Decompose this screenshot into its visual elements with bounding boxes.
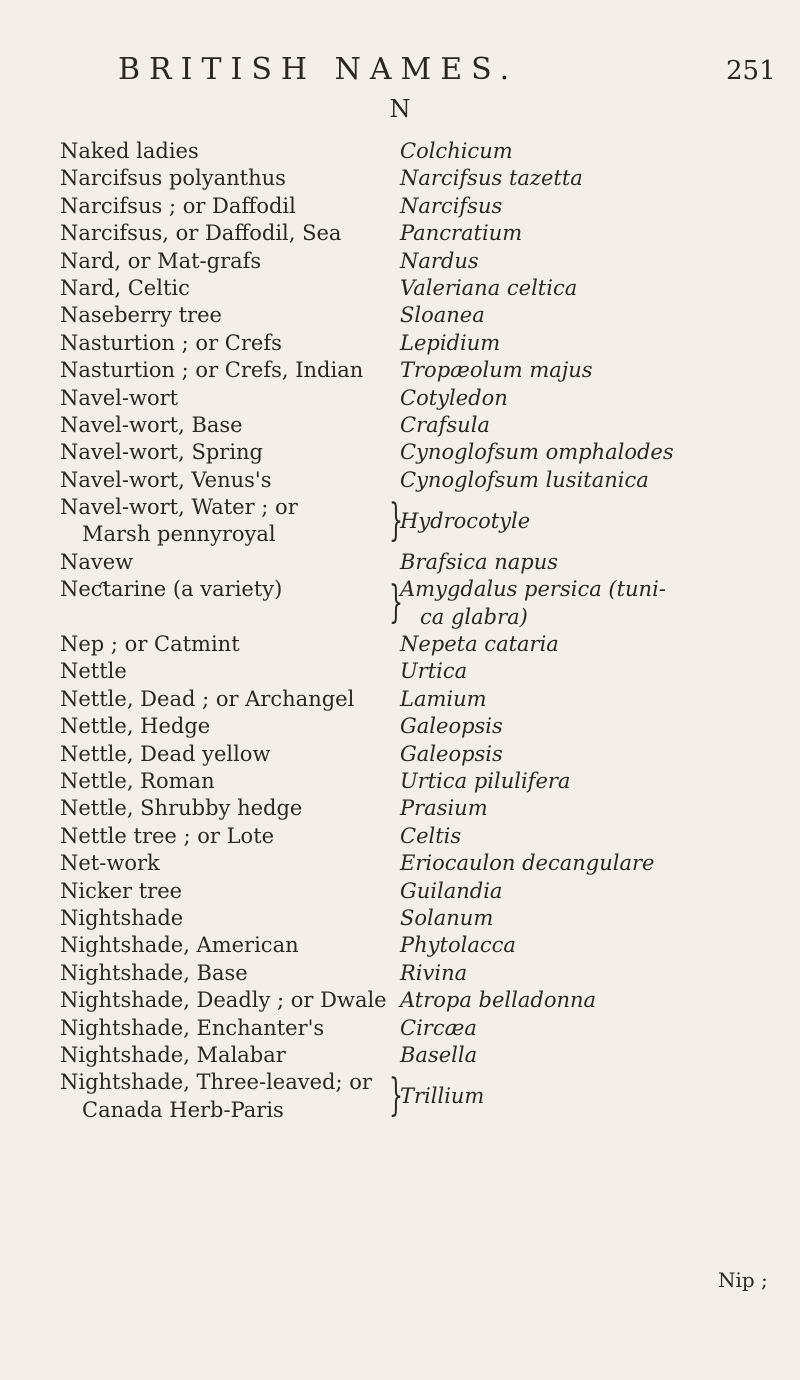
brace-glyph: } xyxy=(389,1070,403,1122)
entry-list xyxy=(60,138,780,1124)
english-name xyxy=(60,768,215,795)
page-number: 251 xyxy=(726,56,776,86)
english-name-line: Navel-wort, Water ; or xyxy=(60,495,298,520)
english-name xyxy=(60,302,222,329)
english-name-line: Nettle, Dead ; or Archangel xyxy=(60,686,355,711)
english-name-line: Navel-wort, Venus's xyxy=(60,467,272,492)
entry-row xyxy=(60,193,780,220)
english-name xyxy=(60,795,302,822)
latin-name-line: Celtis xyxy=(400,823,462,848)
english-name-line: Nettle xyxy=(60,659,127,684)
entry-row xyxy=(60,412,780,439)
latin-name xyxy=(400,631,559,658)
english-name-line: Nettle, Dead yellow xyxy=(60,741,271,766)
entry-row xyxy=(60,987,780,1014)
english-name-line: Nightshade xyxy=(60,905,184,930)
english-name xyxy=(60,741,270,768)
latin-name-line: Amygdalus persica (tuni- xyxy=(400,577,666,602)
english-name xyxy=(60,1069,372,1124)
english-name-line: Net-work xyxy=(60,851,160,876)
english-name xyxy=(60,960,248,987)
english-name-line: Nettle tree ; or Lote xyxy=(60,823,275,848)
english-name xyxy=(60,686,354,713)
latin-name-line: Colchicum xyxy=(400,139,513,163)
entry-row xyxy=(60,823,780,850)
entry-row xyxy=(60,768,780,795)
english-name-line: Nettle, Roman xyxy=(60,769,215,794)
english-name xyxy=(60,878,182,905)
latin-name xyxy=(400,686,487,713)
entry-row xyxy=(60,741,780,768)
latin-name-line: Narcifsus xyxy=(400,193,503,218)
english-name xyxy=(60,385,178,412)
brace-glyph: } xyxy=(389,577,403,629)
latin-name xyxy=(400,741,503,768)
latin-name-line: Lamium xyxy=(400,686,487,711)
english-name xyxy=(60,576,282,603)
latin-name-line: Trillium xyxy=(400,1084,485,1108)
english-name xyxy=(60,220,341,247)
latin-name xyxy=(400,905,493,932)
latin-name xyxy=(400,302,485,329)
english-name-line: Narcifsus ; or Daffodil xyxy=(60,193,296,218)
latin-name xyxy=(400,248,479,275)
entry-row xyxy=(60,165,780,192)
english-name xyxy=(60,138,199,165)
english-name-line: Nard, or Mat-grafs xyxy=(60,248,262,273)
brace-glyph: } xyxy=(389,495,403,547)
entry-row xyxy=(60,330,780,357)
latin-name xyxy=(400,576,666,631)
latin-name-line: Tropæolum majus xyxy=(400,358,593,383)
latin-name-line: Hydrocotyle xyxy=(400,508,531,533)
english-name xyxy=(60,412,243,439)
latin-name-line: Valeriana celtica xyxy=(400,275,578,300)
entry-row xyxy=(60,658,780,685)
latin-name-line: Urtica pilulifera xyxy=(400,769,571,794)
english-name-line: Navel-wort, Spring xyxy=(60,440,263,465)
english-name-line: Nightshade, Base xyxy=(60,960,248,985)
entry-row xyxy=(60,357,780,384)
english-name-line: Nasturtion ; or Crefs, Indian xyxy=(60,358,364,383)
latin-name xyxy=(400,508,530,535)
latin-name xyxy=(400,878,502,905)
english-name-line: Neƈtarine (a variety) xyxy=(60,577,283,602)
latin-name-line: Solanum xyxy=(400,905,494,930)
english-name xyxy=(60,193,296,220)
entry-row xyxy=(60,220,780,247)
english-name-line: Nettle, Hedge xyxy=(60,714,211,739)
page-header xyxy=(0,52,800,92)
entry-row xyxy=(60,1069,780,1124)
english-name-line: Nightshade, Enchanter's xyxy=(60,1015,325,1040)
latin-name-line: Nardus xyxy=(400,248,479,273)
latin-name-line: Lepidium xyxy=(400,330,501,355)
latin-name xyxy=(400,932,516,959)
entry-row xyxy=(60,795,780,822)
english-name xyxy=(60,987,387,1014)
latin-name xyxy=(400,467,649,494)
entry-row xyxy=(60,878,780,905)
entry-row xyxy=(60,385,780,412)
entry-row xyxy=(60,905,780,932)
english-name xyxy=(60,631,240,658)
entry-row xyxy=(60,1042,780,1069)
entry-row xyxy=(60,686,780,713)
latin-name xyxy=(400,138,513,165)
english-name-line-2: Marsh pennyroyal xyxy=(82,522,276,547)
latin-name xyxy=(400,385,508,412)
english-name-line: Naseberry tree xyxy=(60,303,222,328)
english-name-line: Naked ladies xyxy=(60,139,199,163)
latin-name-line: Sloanea xyxy=(400,303,485,328)
section-letter: N xyxy=(389,95,411,123)
english-name-line: Nightshade, American xyxy=(60,933,299,958)
latin-name-line: Circæa xyxy=(400,1015,477,1040)
latin-name-line: Cynoglofsum lusitanica xyxy=(400,467,649,492)
entry-row xyxy=(60,713,780,740)
latin-name xyxy=(400,330,500,357)
latin-name xyxy=(400,713,503,740)
english-name-line: Nettle, Shrubby hedge xyxy=(60,796,303,821)
english-name-line: Nep ; or Catmint xyxy=(60,632,240,657)
latin-name-line: Crafsula xyxy=(400,412,490,437)
english-name xyxy=(60,1042,286,1069)
entry-row xyxy=(60,932,780,959)
english-name xyxy=(60,439,263,466)
entry-row xyxy=(60,248,780,275)
latin-name xyxy=(400,850,654,877)
latin-name-line: Brafsica napus xyxy=(400,549,559,574)
latin-name-line-2: ca glabra) xyxy=(420,604,528,629)
latin-name xyxy=(400,658,467,685)
entry-row xyxy=(60,850,780,877)
latin-name xyxy=(400,412,490,439)
latin-name-line: Guilandia xyxy=(400,878,503,903)
english-name-line: Nightshade, Three-leaved; or xyxy=(60,1070,372,1095)
latin-name xyxy=(400,960,467,987)
latin-name-line: Pancratium xyxy=(400,221,523,246)
latin-name xyxy=(400,1015,477,1042)
latin-name-line: Galeopsis xyxy=(400,741,503,766)
latin-name xyxy=(400,193,502,220)
english-name-line: Nightshade, Deadly ; or Dwale xyxy=(60,988,387,1013)
entry-row xyxy=(60,494,780,549)
latin-name-line: Basella xyxy=(400,1042,478,1067)
latin-name-line: Narcifsus tazetta xyxy=(400,166,583,191)
english-name xyxy=(60,850,160,877)
english-name-line: Nicker tree xyxy=(60,878,183,903)
english-name xyxy=(60,713,210,740)
english-name xyxy=(60,549,133,576)
latin-name-line: Phytolacca xyxy=(400,933,516,958)
entry-row xyxy=(60,1015,780,1042)
catchword: Nip ; xyxy=(718,1268,768,1292)
entry-row xyxy=(60,960,780,987)
english-name xyxy=(60,357,363,384)
english-name xyxy=(60,1015,324,1042)
latin-name-line: Galeopsis xyxy=(400,714,503,739)
english-name xyxy=(60,494,298,549)
english-name-line: Navel-wort, Base xyxy=(60,412,243,437)
running-title: BRITISH NAMES. xyxy=(118,52,519,87)
english-name-line: Narcifsus polyanthus xyxy=(60,166,286,191)
english-name xyxy=(60,330,282,357)
latin-name xyxy=(400,275,577,302)
latin-name xyxy=(400,1042,477,1069)
english-name xyxy=(60,467,272,494)
latin-name-line: Urtica xyxy=(400,659,468,684)
latin-name xyxy=(400,165,583,192)
entry-row xyxy=(60,302,780,329)
english-name-line: Nasturtion ; or Crefs xyxy=(60,330,282,355)
english-name-line: Nightshade, Malabar xyxy=(60,1042,286,1067)
entry-row xyxy=(60,138,780,165)
latin-name-line: Eriocaulon decangulare xyxy=(400,851,655,876)
latin-name xyxy=(400,987,596,1014)
english-name xyxy=(60,823,274,850)
latin-name xyxy=(400,795,488,822)
english-name xyxy=(60,248,261,275)
english-name xyxy=(60,932,299,959)
english-name xyxy=(60,275,190,302)
latin-name-line: Nepeta cataria xyxy=(400,632,559,657)
latin-name-line: Prasium xyxy=(400,796,488,821)
latin-name xyxy=(400,220,522,247)
entry-row xyxy=(60,467,780,494)
latin-name-line: Cynoglofsum omphalodes xyxy=(400,440,674,465)
latin-name xyxy=(400,549,558,576)
latin-name-line: Atropa belladonna xyxy=(400,988,597,1013)
english-name-line: Navel-wort xyxy=(60,385,179,410)
latin-name-line: Cotyledon xyxy=(400,385,508,410)
entry-row xyxy=(60,549,780,576)
latin-name xyxy=(400,823,461,850)
entry-row xyxy=(60,631,780,658)
latin-name xyxy=(400,357,593,384)
english-name-line: Narcifsus, or Daffodil, Sea xyxy=(60,221,342,246)
english-name xyxy=(60,658,127,685)
latin-name xyxy=(400,1083,484,1110)
latin-name xyxy=(400,768,570,795)
entry-row xyxy=(60,576,780,631)
entry-row xyxy=(60,439,780,466)
english-name-line: Nard, Celtic xyxy=(60,275,190,300)
english-name xyxy=(60,905,183,932)
latin-name-line: Rivina xyxy=(400,960,468,985)
latin-name xyxy=(400,439,674,466)
entry-row xyxy=(60,275,780,302)
english-name xyxy=(60,165,286,192)
english-name-line-2: Canada Herb-Paris xyxy=(82,1097,284,1122)
english-name-line: Navew xyxy=(60,549,134,574)
